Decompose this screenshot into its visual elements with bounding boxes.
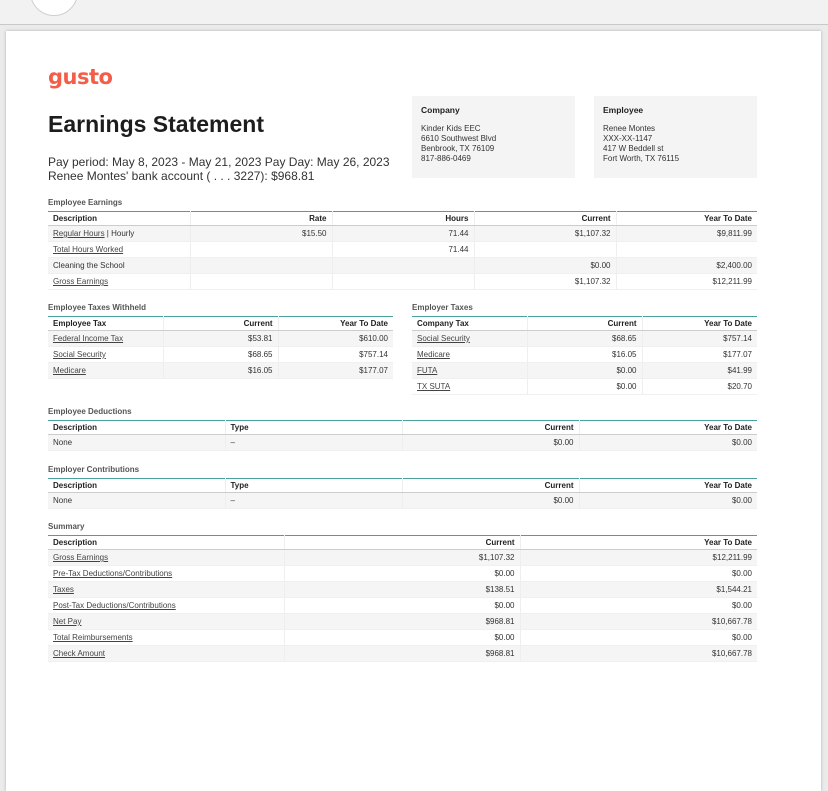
row-desc: Cleaning the School bbox=[48, 258, 190, 274]
summary-link[interactable]: Pre-Tax Deductions/Contributions bbox=[53, 569, 173, 578]
summary-link[interactable]: Post-Tax Deductions/Contributions bbox=[53, 601, 176, 610]
col-type: Type bbox=[225, 479, 402, 493]
col-current: Current bbox=[284, 536, 520, 550]
row-current: $968.81 bbox=[284, 646, 520, 662]
employee-heading: Employee bbox=[603, 105, 644, 115]
company-address1: 6610 Southwest Blvd bbox=[421, 134, 497, 143]
row-ytd: $757.14 bbox=[278, 347, 393, 363]
row-ytd: $9,811.99 bbox=[616, 226, 757, 242]
col-ytd: Year To Date bbox=[278, 317, 393, 331]
pay-period-line: Pay period: May 8, 2023 - May 21, 2023 Pay Day: May 26, 2023 bbox=[48, 155, 390, 169]
summary-table bbox=[48, 535, 757, 662]
tax-link[interactable]: Medicare bbox=[53, 366, 86, 375]
employer-taxes-table bbox=[412, 316, 757, 395]
table-row bbox=[48, 258, 757, 274]
col-ytd: Year To Date bbox=[616, 212, 757, 226]
table-row bbox=[48, 347, 393, 363]
row-ytd: $757.14 bbox=[642, 331, 757, 347]
row-current: $0.00 bbox=[402, 435, 579, 451]
row-current: $1,107.32 bbox=[474, 226, 616, 242]
table-row bbox=[412, 363, 757, 379]
col-ytd: Year To Date bbox=[642, 317, 757, 331]
table-row bbox=[48, 493, 757, 509]
table-row bbox=[48, 598, 757, 614]
row-type: – bbox=[225, 493, 402, 509]
row-current: $0.00 bbox=[527, 379, 642, 395]
row-ytd: $20.70 bbox=[642, 379, 757, 395]
row-current: $0.00 bbox=[284, 630, 520, 646]
summary-link[interactable]: Net Pay bbox=[53, 617, 82, 626]
browser-top-bar bbox=[0, 0, 828, 25]
row-ytd: $177.07 bbox=[278, 363, 393, 379]
row-ytd: $0.00 bbox=[520, 630, 757, 646]
row-current: $1,107.32 bbox=[284, 550, 520, 566]
row-current: $0.00 bbox=[284, 566, 520, 582]
table-row bbox=[48, 582, 757, 598]
deductions-table bbox=[48, 420, 757, 451]
col-company-tax: Company Tax bbox=[412, 317, 527, 331]
row-desc: None bbox=[48, 435, 225, 451]
row-current: $0.00 bbox=[284, 598, 520, 614]
table-row bbox=[48, 226, 757, 242]
table-row bbox=[412, 347, 757, 363]
bank-account-line: Renee Montes' bank account ( . . . 3227): $968.81 bbox=[48, 169, 315, 183]
contributions-table bbox=[48, 478, 757, 509]
page-title: Earnings Statement bbox=[48, 111, 264, 137]
company-address2: Benbrook, TX 76109 bbox=[421, 144, 495, 153]
row-rate: $15.50 bbox=[190, 226, 332, 242]
employee-address1: 417 W Beddell st bbox=[603, 144, 664, 153]
row-current: $16.05 bbox=[163, 363, 278, 379]
row-ytd: $177.07 bbox=[642, 347, 757, 363]
row-current bbox=[474, 242, 616, 258]
row-ytd: $0.00 bbox=[520, 598, 757, 614]
col-description: Description bbox=[48, 421, 225, 435]
tax-link[interactable]: Medicare bbox=[417, 350, 450, 359]
contributions-section-title: Employer Contributions bbox=[48, 465, 140, 474]
row-ytd: $41.99 bbox=[642, 363, 757, 379]
statement-page bbox=[6, 31, 821, 791]
company-name: Kinder Kids EEC bbox=[421, 124, 481, 133]
gusto-logo: gusto bbox=[48, 65, 113, 89]
col-description: Description bbox=[48, 479, 225, 493]
table-row bbox=[48, 646, 757, 662]
row-type: – bbox=[225, 435, 402, 451]
table-row bbox=[48, 331, 393, 347]
table-row bbox=[48, 614, 757, 630]
employee-info-box bbox=[594, 96, 757, 178]
row-ytd: $10,667.78 bbox=[520, 614, 757, 630]
employee-name: Renee Montes bbox=[603, 124, 656, 133]
row-ytd: $0.00 bbox=[520, 566, 757, 582]
col-current: Current bbox=[527, 317, 642, 331]
deductions-section-title: Employee Deductions bbox=[48, 407, 132, 416]
col-current: Current bbox=[163, 317, 278, 331]
row-current: $138.51 bbox=[284, 582, 520, 598]
table-row bbox=[412, 331, 757, 347]
row-rate bbox=[190, 274, 332, 290]
tax-link[interactable]: Social Security bbox=[53, 350, 106, 359]
table-row bbox=[412, 379, 757, 395]
row-ytd: $1,544.21 bbox=[520, 582, 757, 598]
company-info-box bbox=[412, 96, 575, 178]
table-row bbox=[48, 274, 757, 290]
regular-hours-link[interactable]: Regular Hours bbox=[53, 229, 105, 238]
summary-section-title: Summary bbox=[48, 522, 85, 531]
company-heading: Company bbox=[421, 105, 460, 115]
row-current: $968.81 bbox=[284, 614, 520, 630]
row-hours bbox=[332, 258, 474, 274]
row-hours: 71.44 bbox=[332, 242, 474, 258]
col-hours: Hours bbox=[332, 212, 474, 226]
row-ytd: $0.00 bbox=[579, 435, 757, 451]
employee-taxes-section-title: Employee Taxes Withheld bbox=[48, 303, 147, 312]
col-ytd: Year To Date bbox=[579, 479, 757, 493]
col-description: Description bbox=[48, 536, 284, 550]
row-current: $0.00 bbox=[402, 493, 579, 509]
col-rate: Rate bbox=[190, 212, 332, 226]
row-ytd: $10,667.78 bbox=[520, 646, 757, 662]
col-ytd: Year To Date bbox=[579, 421, 757, 435]
tax-link[interactable]: Social Security bbox=[417, 334, 470, 343]
row-current: $0.00 bbox=[527, 363, 642, 379]
employee-taxes-table bbox=[48, 316, 393, 379]
table-row bbox=[48, 630, 757, 646]
row-ytd: $12,211.99 bbox=[520, 550, 757, 566]
employee-address2: Fort Worth, TX 76115 bbox=[603, 154, 680, 163]
row-rate bbox=[190, 242, 332, 258]
summary-link[interactable]: Gross Earnings bbox=[53, 553, 109, 562]
row-desc: None bbox=[48, 493, 225, 509]
pay-info bbox=[48, 155, 390, 183]
employee-ssn: XXX-XX-1147 bbox=[603, 134, 653, 143]
tax-link[interactable]: TX SUTA bbox=[417, 382, 451, 391]
col-current: Current bbox=[402, 421, 579, 435]
row-rate bbox=[190, 258, 332, 274]
row-ytd: $2,400.00 bbox=[616, 258, 757, 274]
row-ytd bbox=[616, 242, 757, 258]
table-row bbox=[48, 550, 757, 566]
row-hours bbox=[332, 274, 474, 290]
col-description: Description bbox=[48, 212, 190, 226]
table-row bbox=[48, 242, 757, 258]
col-employee-tax: Employee Tax bbox=[48, 317, 163, 331]
row-hours: 71.44 bbox=[332, 226, 474, 242]
avatar-button[interactable] bbox=[30, 0, 78, 16]
earnings-table bbox=[48, 211, 757, 290]
row-current: $16.05 bbox=[527, 347, 642, 363]
row-current: $1,107.32 bbox=[474, 274, 616, 290]
company-phone: 817-886-0469 bbox=[421, 154, 471, 163]
summary-link[interactable]: Check Amount bbox=[53, 649, 106, 658]
row-current: $68.65 bbox=[527, 331, 642, 347]
row-current: $68.65 bbox=[163, 347, 278, 363]
table-row bbox=[48, 566, 757, 582]
gross-earnings-link[interactable]: Gross Earnings bbox=[53, 277, 109, 286]
summary-link[interactable]: Taxes bbox=[53, 585, 74, 594]
row-ytd: $0.00 bbox=[579, 493, 757, 509]
table-row bbox=[48, 363, 393, 379]
table-row bbox=[48, 435, 757, 451]
tax-link[interactable]: Federal Income Tax bbox=[53, 334, 124, 343]
row-current: $0.00 bbox=[474, 258, 616, 274]
employer-taxes-section-title: Employer Taxes bbox=[412, 303, 473, 312]
row-current: $53.81 bbox=[163, 331, 278, 347]
col-ytd: Year To Date bbox=[520, 536, 757, 550]
summary-link[interactable]: Total Reimbursements bbox=[53, 633, 133, 642]
tax-link[interactable]: FUTA bbox=[417, 366, 438, 375]
row-ytd: $12,211.99 bbox=[616, 274, 757, 290]
col-current: Current bbox=[474, 212, 616, 226]
total-hours-link[interactable]: Total Hours Worked bbox=[53, 245, 124, 254]
earnings-section-title: Employee Earnings bbox=[48, 198, 123, 207]
col-current: Current bbox=[402, 479, 579, 493]
row-desc-suffix: | Hourly bbox=[104, 229, 135, 238]
col-type: Type bbox=[225, 421, 402, 435]
row-ytd: $610.00 bbox=[278, 331, 393, 347]
